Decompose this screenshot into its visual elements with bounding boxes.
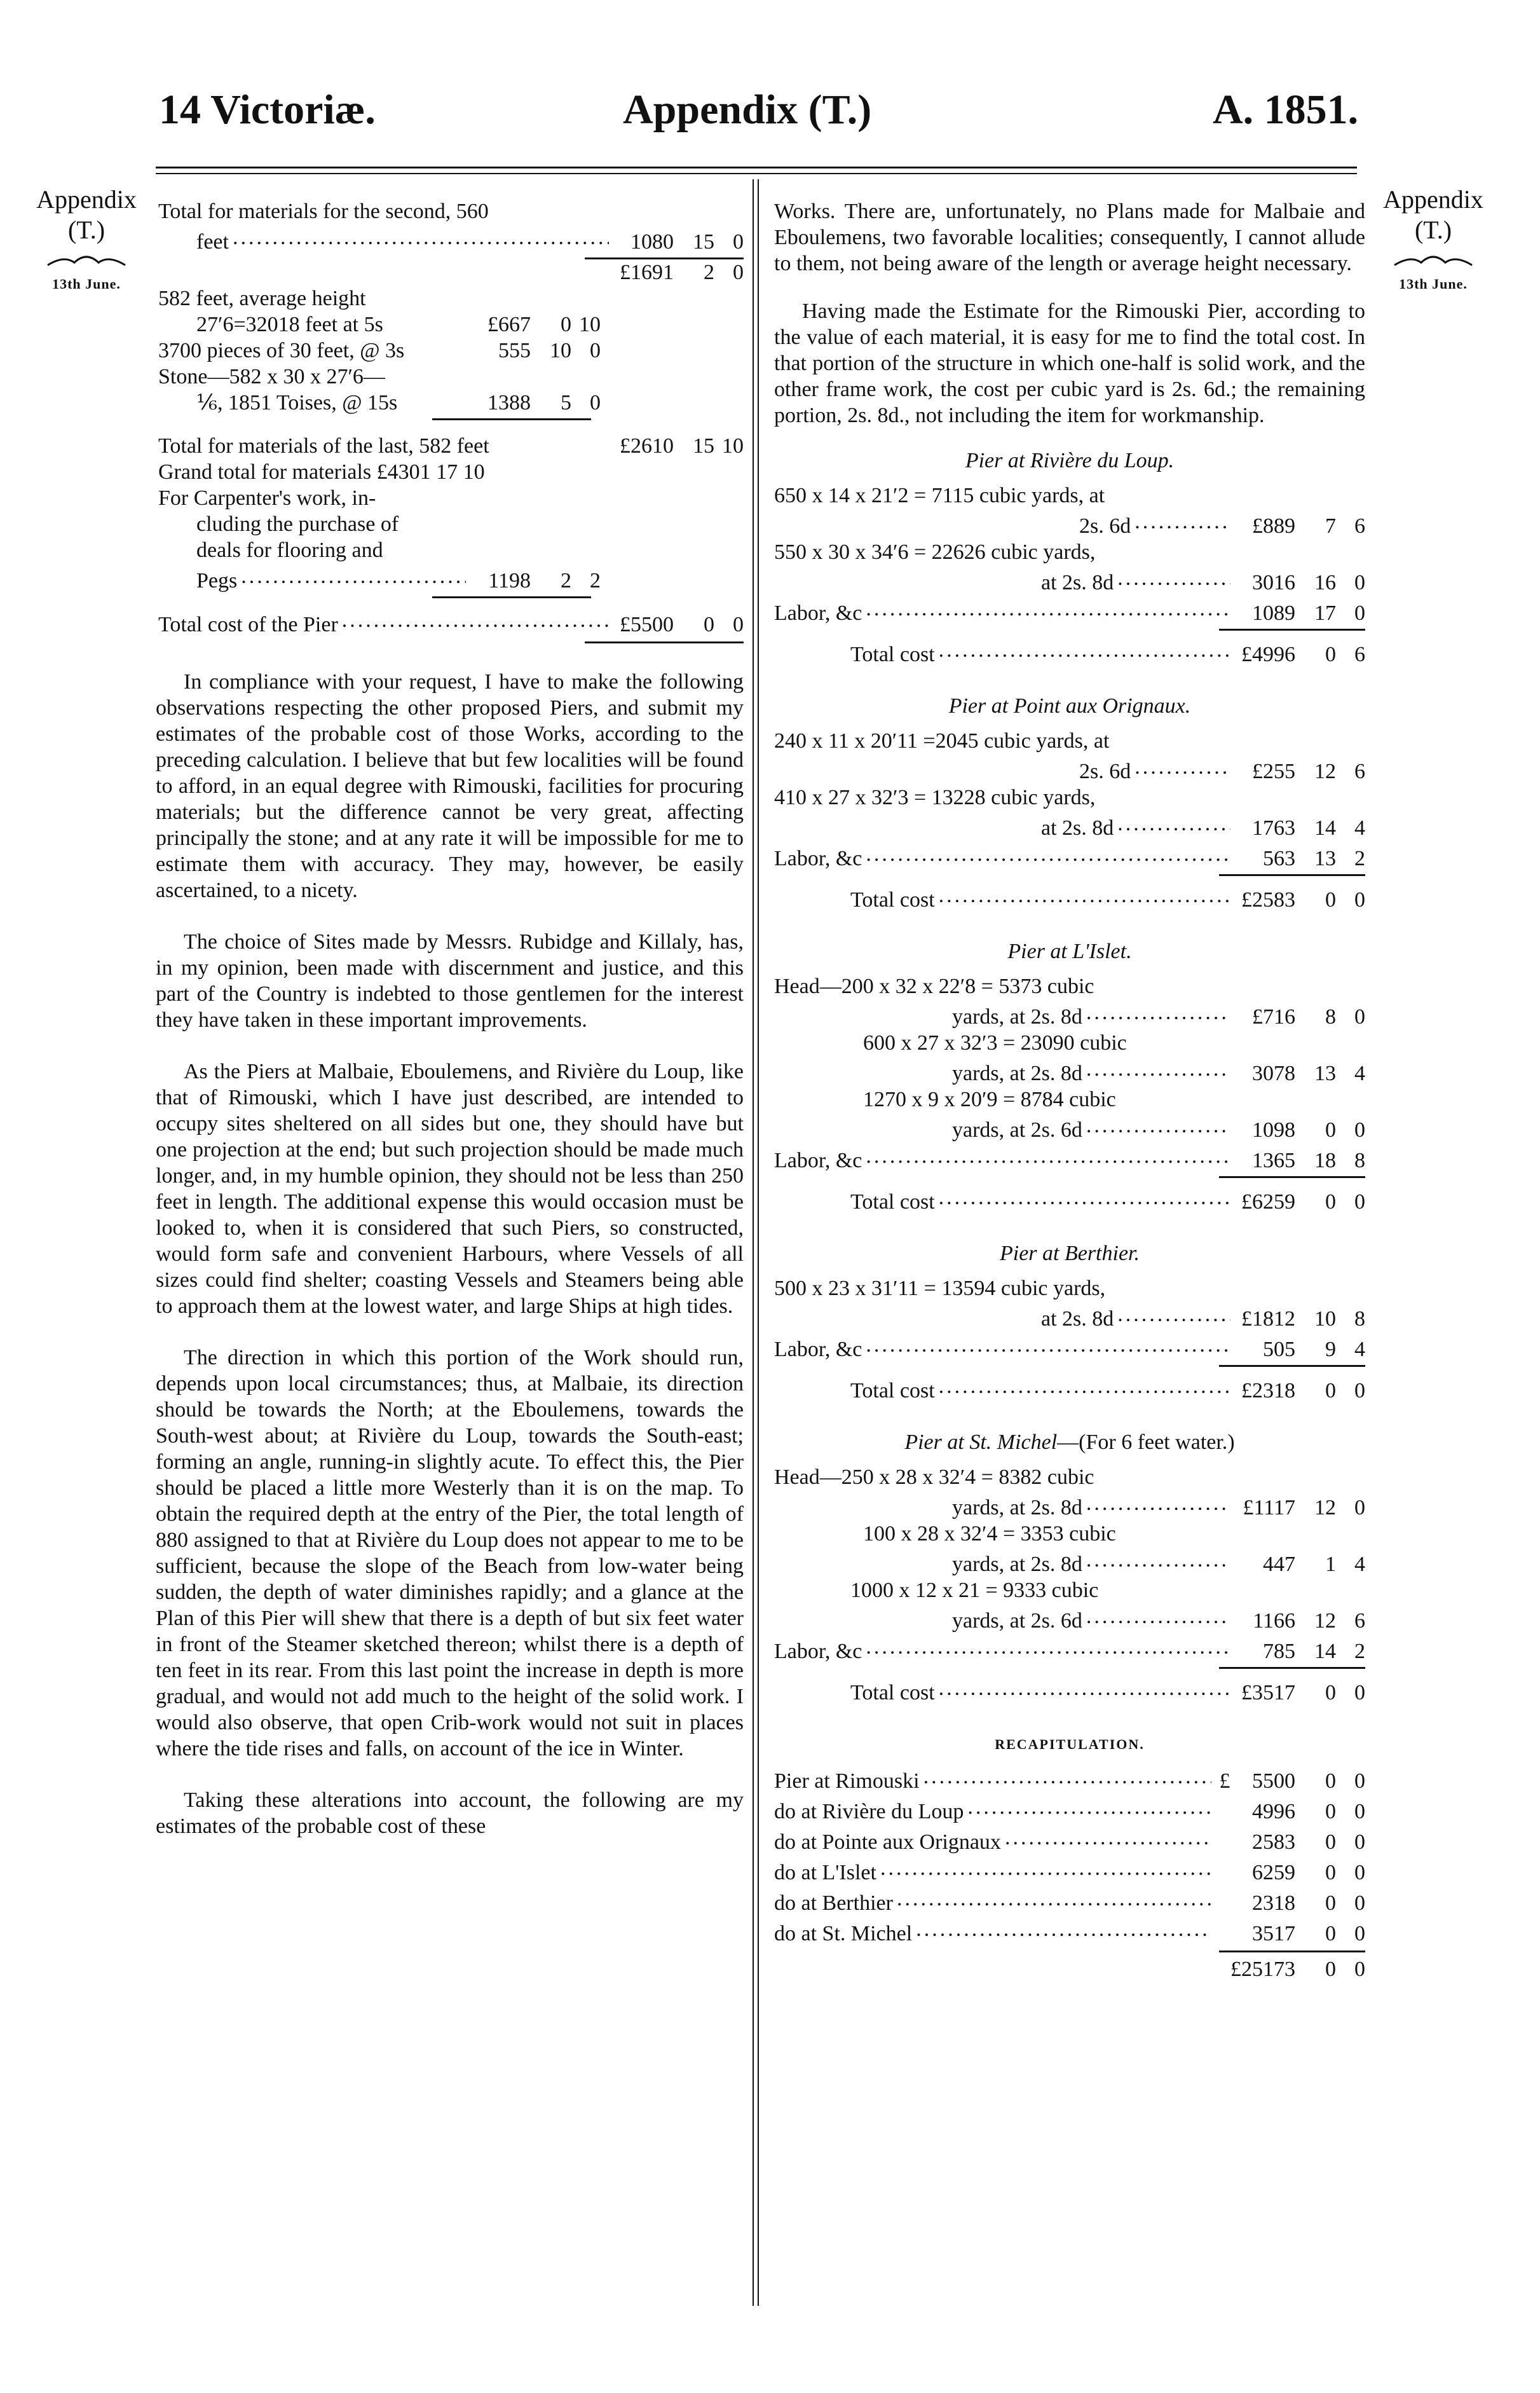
amount-pence: 0: [1354, 1005, 1365, 1029]
amount-pence: 4: [1354, 1338, 1365, 1361]
islet-total-row: [774, 1184, 1365, 1215]
section-riviere: [774, 448, 1365, 668]
orignaux-a-line: 240 x 11 x 20′11 =2045 cubic yards, at: [774, 729, 1110, 753]
islet-a-row: [774, 999, 1365, 1030]
amount-shillings: 13: [1314, 847, 1336, 870]
materials-second-row: [156, 224, 744, 255]
amount-shillings: 0: [1325, 1190, 1336, 1214]
islet-c-rate: yards, at 2s. 6d: [952, 1118, 1082, 1142]
last-materials-row: [156, 433, 744, 459]
amount-pence: 2: [1354, 1640, 1365, 1663]
amount-shillings: 0: [1325, 1769, 1336, 1793]
michel-c-rate: yards, at 2s. 6d: [952, 1609, 1082, 1633]
paragraph-direction: The direction in which this portion of the Work should run, depends upon local circumstances; thus, at Malbaie, its direction should be towards the North; at the Eboulemens, towards the South-west about; at Rivière du Loup, towards the South-east; forming an angle, running-in slightly acute. To effect this, the Pier should be placed a little more Westerly than it is on the map. To obtain the required depth at the entry of the Pier, the total length of 880 assigned to that at Rivière du Loup does not appear to me to be sufficient, because the slope of the Beach from low-water being sudden, the depth of water diminishes rapidly; and a glance at the Plan of this Pier will shew that there is a depth of but six feet water in front of the Steamer sketched thereon; whilst there is a depth of ten feet in its rear. From this last point the increase in depth is more gradual, and would not add much to the height of the solid work. I would also observe, that open Crib-work would not suit in places where the tide rises and falls, on account of the ice in Winter.: [156, 1346, 744, 1760]
recap-row: [774, 1764, 1365, 1794]
header-appendix: Appendix (T.): [623, 86, 872, 133]
recap-label: Pier at Rimouski: [774, 1769, 920, 1793]
header-volume: 14 Victoriæ.: [159, 86, 376, 133]
recap-row: [774, 1855, 1365, 1886]
recap-row: [774, 1916, 1365, 1947]
amount-pounds: £2318: [1241, 1379, 1295, 1402]
amount-pence: 0: [1354, 1681, 1365, 1704]
islet-c-row: [774, 1113, 1365, 1143]
islet-b-row: [774, 1056, 1365, 1087]
michel-c-row: [774, 1603, 1365, 1634]
michel-a-line: Head—250 x 28 x 32′4 = 8382 cubic: [774, 1465, 1094, 1489]
paragraph-sites: The choice of Sites made by Messrs. Rubidge and Killaly, has, in my opinion, been made with discernment and justice, and this part of the Country is indebted to those gentlemen for the interest they have taken in these important improvements.: [156, 930, 744, 1032]
sum-rule: [585, 641, 744, 643]
paragraph-alterations: Taking these alterations into account, the following are my estimates of the probable cost of these: [156, 1788, 744, 1838]
orignaux-b-line: 410 x 27 x 32′3 = 13228 cubic yards,: [774, 786, 1096, 809]
riviere-a-line: 650 x 14 x 21′2 = 7115 cubic yards, at: [774, 484, 1105, 507]
margin-right-date: 13th June.: [1399, 276, 1468, 292]
margin-left-date: 13th June.: [52, 276, 121, 292]
amount-shillings: 8: [1325, 1005, 1336, 1029]
margin-left-ref: (T.): [67, 216, 106, 244]
michel-a-rate: yards, at 2s. 8d: [952, 1496, 1082, 1519]
amount-pounds: 1080: [630, 230, 674, 254]
ornament-left-icon: [45, 252, 128, 269]
recap-total-row: [774, 1956, 1365, 1982]
amount-shillings: 14: [1314, 1640, 1336, 1663]
amount-pence: 0: [1354, 1958, 1365, 1981]
amount-shillings: 0: [1325, 1800, 1336, 1823]
margin-right-ref: (T.): [1414, 216, 1452, 244]
carpenter-line-2: cluding the purchase of: [196, 512, 399, 536]
amount-pence: 8: [1354, 1149, 1365, 1172]
amount-shillings: 14: [1314, 816, 1336, 840]
paragraph-compliance: In compliance with your request, I have to make the following observations respecting the other proposed Piers, and submit my estimates of the probable cost of those Works, according to the preceding calculation. I believe that but few localities will be found to afford, in an equal degree with Rimouski, facilities for procuring materials; but the difference cannot be very great, affecting principally the stone; and at any rate it will be impossible for me to estimate them with accuracy. They may, however, be easily ascertained, to a nicety.: [156, 670, 744, 902]
riviere-b-rate: at 2s. 8d: [1041, 571, 1114, 594]
right-column: [774, 198, 1365, 1982]
row-3700: [156, 338, 601, 364]
section-berthier: [774, 1240, 1365, 1404]
orignaux-b-rate: at 2s. 8d: [1041, 816, 1114, 840]
islet-b-line: 600 x 27 x 32′3 = 23090 cubic: [863, 1031, 1127, 1055]
berthier-a-rate: at 2s. 8d: [1041, 1307, 1114, 1331]
header-rule-bottom: [156, 173, 1357, 174]
last-materials-text: Total for materials of the last, 582 feet: [158, 434, 489, 458]
paragraph-works: Works. There are, unfortunately, no Plans made for Malbaie and Eboulemens, two favorable localities; consequently, I cannot allude to them, not being aware of the length or average height necessary.: [774, 200, 1365, 275]
islet-total: Total cost: [850, 1190, 935, 1214]
amount-shillings: 0: [1325, 1118, 1336, 1142]
column-divider: [753, 179, 754, 2306]
amount-shillings: 0: [1325, 888, 1336, 912]
michel-b-line: 100 x 28 x 32′4 = 3353 cubic: [863, 1522, 1116, 1546]
amount-pounds: 3016: [1252, 571, 1295, 594]
amount-pounds: 447: [1263, 1553, 1295, 1576]
recap-title: RECAPITULATION.: [995, 1736, 1145, 1752]
title-islet: Pier at L'Islet.: [1007, 940, 1132, 963]
row-3700-text: 3700 pieces of 30 feet, @ 3s: [158, 339, 405, 362]
stone-row: [156, 390, 601, 416]
amount-shillings: 7: [1325, 514, 1336, 538]
amount-pence: 0: [1354, 1891, 1365, 1915]
amount-pounds: £716: [1252, 1005, 1295, 1029]
orignaux-labor: Labor, &c: [774, 847, 862, 870]
amount-pence: 10: [579, 313, 601, 336]
amount-pence: 6: [1354, 1609, 1365, 1633]
amount-pence: 0: [733, 261, 744, 284]
berthier-a-row: [774, 1301, 1365, 1332]
amount-pounds: 3517: [1252, 1922, 1295, 1945]
section-recapitulation: [774, 1731, 1365, 1982]
sum-rule: [432, 596, 591, 598]
riviere-b-row: [774, 565, 1365, 596]
recap-row: [774, 1825, 1365, 1855]
recap-pound-sign: £: [1219, 1769, 1230, 1793]
margin-right: [1360, 184, 1506, 292]
amount-shillings: 18: [1314, 1149, 1336, 1172]
berthier-total: Total cost: [850, 1379, 935, 1402]
sum-rule: [1219, 629, 1365, 631]
amount-pounds: 1089: [1252, 601, 1295, 625]
amount-pounds: £2610: [620, 434, 674, 458]
islet-b-rate: yards, at 2s. 8d: [952, 1062, 1082, 1085]
amount-pounds: £3517: [1241, 1681, 1295, 1704]
stone-line: Stone—582 x 30 x 27′6—: [158, 365, 385, 388]
berthier-labor: Labor, &c: [774, 1338, 862, 1361]
line-582: 582 feet, average height: [158, 287, 366, 310]
amount-shillings: 0: [1325, 1861, 1336, 1884]
margin-right-title: Appendix: [1383, 185, 1483, 214]
amount-pence: 6: [1354, 514, 1365, 538]
amount-shillings: 12: [1314, 1609, 1336, 1633]
amount-pounds: 1388: [487, 391, 531, 415]
amount-pounds: 1763: [1252, 816, 1295, 840]
amount-shillings: 12: [1314, 760, 1336, 783]
amount-pounds: 2318: [1252, 1891, 1295, 1915]
riviere-labor: Labor, &c: [774, 601, 862, 625]
amount-shillings: 0: [1325, 1958, 1336, 1981]
sum-rule: [1219, 874, 1365, 876]
amount-pence: 2: [1354, 847, 1365, 870]
margin-left-title: Appendix: [36, 185, 137, 214]
title-michel-note: —(For 6 feet water.): [1057, 1430, 1235, 1454]
riviere-b-line: 550 x 30 x 34′6 = 22626 cubic yards,: [774, 540, 1096, 564]
amount-pence: 0: [1354, 571, 1365, 594]
amount-shillings: 0: [1325, 643, 1336, 666]
amount-pounds: £1691: [620, 261, 674, 284]
recap-label: do at St. Michel: [774, 1922, 913, 1945]
amount-shillings: 0: [1325, 1922, 1336, 1945]
amount-pence: 0: [590, 339, 601, 362]
amount-pounds: 563: [1263, 847, 1295, 870]
amount-pence: 6: [1354, 760, 1365, 783]
recap-table: [774, 1764, 1365, 1947]
carpenter-pegs: Pegs: [196, 569, 238, 593]
orignaux-total-row: [774, 882, 1365, 913]
michel-labor-row: [774, 1634, 1365, 1664]
sum-rule: [1219, 1365, 1365, 1367]
amount-pounds: £25173: [1230, 1958, 1295, 1981]
amount-shillings: 10: [550, 339, 571, 362]
michel-b-rate: yards, at 2s. 8d: [952, 1553, 1082, 1576]
recap-label: do at Rivière du Loup: [774, 1800, 964, 1823]
amount-pounds: 1198: [488, 569, 531, 593]
amount-pence: 0: [1354, 1379, 1365, 1402]
amount-shillings: 2: [561, 569, 571, 593]
amount-pounds: £4996: [1241, 643, 1295, 666]
title-riviere: Pier at Rivière du Loup.: [965, 449, 1175, 472]
orignaux-a-row: [774, 754, 1365, 785]
ornament-right-icon: [1392, 252, 1475, 269]
amount-pounds: £1117: [1243, 1496, 1295, 1519]
paragraph-piers: As the Piers at Malbaie, Eboulemens, and Rivière du Loup, like that of Rimouski, which I have just described, are intended to occupy sites sheltered on all sides but one, they should have but one projection at the end; but such projection should be made much longer, and, in my humble opinion, they should not be less than 250 feet in length. The additional expense this would occasion must be looked to, when it is considered that such Piers, so constructed, would form safe and convenient Harbours, where Vessels of all sizes could find shelter; coasting Vessels and Steamers being able to approach them at the lowest water, and large Ships at high tides.: [156, 1060, 744, 1318]
amount-shillings: 16: [1314, 571, 1336, 594]
section-michel: [774, 1429, 1365, 1706]
recap-label: do at L'Islet: [774, 1861, 876, 1884]
islet-a-line: Head—200 x 32 x 22′8 = 5373 cubic: [774, 975, 1094, 998]
amount-pounds: £255: [1252, 760, 1295, 783]
amount-shillings: 10: [1314, 1307, 1336, 1331]
michel-labor: Labor, &c: [774, 1640, 862, 1663]
amount-pounds: 505: [1263, 1338, 1295, 1361]
margin-left: [23, 184, 150, 292]
amount-pence: 0: [1354, 1496, 1365, 1519]
amount-pence: 8: [1354, 1307, 1365, 1331]
amount-pence: 0: [1354, 1190, 1365, 1214]
amount-shillings: 0: [704, 613, 714, 636]
materials-second-feet: feet: [196, 230, 229, 254]
carpenter-line-1: For Carpenter's work, in-: [158, 486, 376, 510]
orignaux-labor-row: [774, 841, 1365, 872]
michel-a-row: [774, 1490, 1365, 1521]
sum-rule: [1219, 1951, 1365, 1952]
islet-c-line: 1270 x 9 x 20′9 = 8784 cubic: [863, 1088, 1116, 1111]
sum-rule: [432, 418, 591, 420]
amount-pounds: 1365: [1252, 1149, 1295, 1172]
title-michel: [774, 1429, 1365, 1455]
amount-pence: 0: [1354, 1830, 1365, 1854]
pier-total-row: [156, 607, 744, 638]
amount-pounds: £889: [1252, 514, 1295, 538]
sum-rule: [1219, 1176, 1365, 1178]
amount-shillings: 0: [561, 313, 571, 336]
row-27: [156, 312, 601, 338]
berthier-total-row: [774, 1373, 1365, 1404]
recap-label: do at Pointe aux Orignaux: [774, 1830, 1001, 1854]
amount-pounds: £1812: [1241, 1307, 1295, 1331]
title-orignaux: Pier at Point aux Orignaux.: [948, 694, 1191, 718]
amount-pounds: £667: [487, 313, 531, 336]
amount-shillings: 2: [704, 261, 714, 284]
amount-shillings: 0: [1325, 1379, 1336, 1402]
amount-pounds: £5500: [620, 613, 674, 636]
recap-label: do at Berthier: [774, 1891, 893, 1915]
michel-c-line: 1000 x 12 x 21 = 9333 cubic: [850, 1579, 1099, 1602]
amount-pence: 0: [1354, 888, 1365, 912]
michel-b-row: [774, 1547, 1365, 1577]
riviere-total: Total cost: [850, 643, 935, 666]
grand-total-materials: Grand total for materials £4301 17 10: [158, 460, 485, 484]
amount-pence: 4: [1354, 1062, 1365, 1085]
amount-pounds: 1166: [1253, 1609, 1295, 1633]
amount-pence: 0: [590, 391, 601, 415]
amount-pence: 0: [1354, 1861, 1365, 1884]
title-berthier: Pier at Berthier.: [999, 1242, 1140, 1265]
michel-total-row: [774, 1675, 1365, 1706]
carpenter-line-3: deals for flooring and: [196, 538, 383, 562]
amount-pounds: 3078: [1252, 1062, 1295, 1085]
islet-labor: Labor, &c: [774, 1149, 862, 1172]
orignaux-a-rate: 2s. 6d: [1079, 760, 1131, 783]
amount-pounds: £6259: [1241, 1190, 1295, 1214]
carpenter-row: [156, 563, 601, 594]
amount-pounds: 555: [498, 339, 531, 362]
amount-pence: 0: [733, 230, 744, 254]
recap-row: [774, 1886, 1365, 1916]
amount-pence: 2: [590, 569, 601, 593]
header-year: A. 1851.: [1213, 86, 1359, 133]
left-column: [156, 198, 744, 1839]
amount-pounds: 785: [1263, 1640, 1295, 1663]
riviere-a-rate: 2s. 6d: [1079, 514, 1131, 538]
row-27-text: 27′6=32018 feet at 5s: [196, 313, 383, 336]
riviere-labor-row: [774, 596, 1365, 626]
amount-pounds: 4996: [1252, 1800, 1295, 1823]
column-divider-2: [758, 179, 759, 2306]
amount-shillings: 0: [1325, 1830, 1336, 1854]
riviere-total-row: [774, 637, 1365, 668]
amount-pence: 0: [1354, 1769, 1365, 1793]
subtotal-row: [156, 259, 744, 285]
paragraph-estimate: Having made the Estimate for the Rimouski Pier, according to the value of each material, it is easy for me to find the total cost. In that portion of the structure in which one-half is solid work, and the other frame work, the cost per cubic yard is 2s. 6d.; the remaining portion, 2s. 8d., not including the item for workmanship.: [774, 299, 1365, 427]
amount-pence: 6: [1354, 643, 1365, 666]
islet-labor-row: [774, 1143, 1365, 1174]
recap-row: [774, 1794, 1365, 1825]
section-islet: [774, 938, 1365, 1215]
amount-pence: 0: [1354, 1118, 1365, 1142]
amount-pounds: 2583: [1252, 1830, 1295, 1854]
amount-pounds: 1098: [1252, 1118, 1295, 1142]
orignaux-b-row: [774, 811, 1365, 841]
amount-pence: 4: [1354, 1553, 1365, 1576]
amount-shillings: 15: [693, 434, 714, 458]
section-orignaux: [774, 693, 1365, 913]
amount-pence: 10: [722, 434, 744, 458]
header-rule-top: [156, 167, 1357, 168]
amount-shillings: 5: [561, 391, 571, 415]
amount-pounds: £2583: [1241, 888, 1295, 912]
materials-second-label: Total for materials for the second, 560: [158, 200, 489, 223]
orignaux-total: Total cost: [850, 888, 935, 912]
berthier-labor-row: [774, 1332, 1365, 1362]
riviere-a-row: [774, 509, 1365, 539]
islet-a-rate: yards, at 2s. 8d: [952, 1005, 1082, 1029]
amount-pence: 0: [1354, 1922, 1365, 1945]
amount-shillings: 17: [1314, 601, 1336, 625]
pier-total-label: Total cost of the Pier: [158, 613, 338, 636]
amount-shillings: 0: [1325, 1891, 1336, 1915]
amount-shillings: 0: [1325, 1681, 1336, 1704]
title-michel-italic: Pier at St. Michel: [904, 1430, 1058, 1454]
sum-rule: [1219, 1667, 1365, 1669]
amount-shillings: 1: [1325, 1553, 1336, 1576]
amount-pence: 0: [1354, 601, 1365, 625]
amount-pounds: 6259: [1252, 1861, 1295, 1884]
amount-shillings: 12: [1314, 1496, 1336, 1519]
amount-pounds: 5500: [1252, 1769, 1295, 1793]
michel-total: Total cost: [850, 1681, 935, 1704]
amount-pence: 0: [1354, 1800, 1365, 1823]
stone-row-text: ⅙, 1851 Toises, @ 15s: [196, 391, 398, 415]
berthier-a-line: 500 x 23 x 31′11 = 13594 cubic yards,: [774, 1277, 1106, 1300]
amount-shillings: 13: [1314, 1062, 1336, 1085]
amount-pence: 0: [733, 613, 744, 636]
amount-pence: 4: [1354, 816, 1365, 840]
amount-shillings: 15: [693, 230, 714, 254]
amount-shillings: 9: [1325, 1338, 1336, 1361]
